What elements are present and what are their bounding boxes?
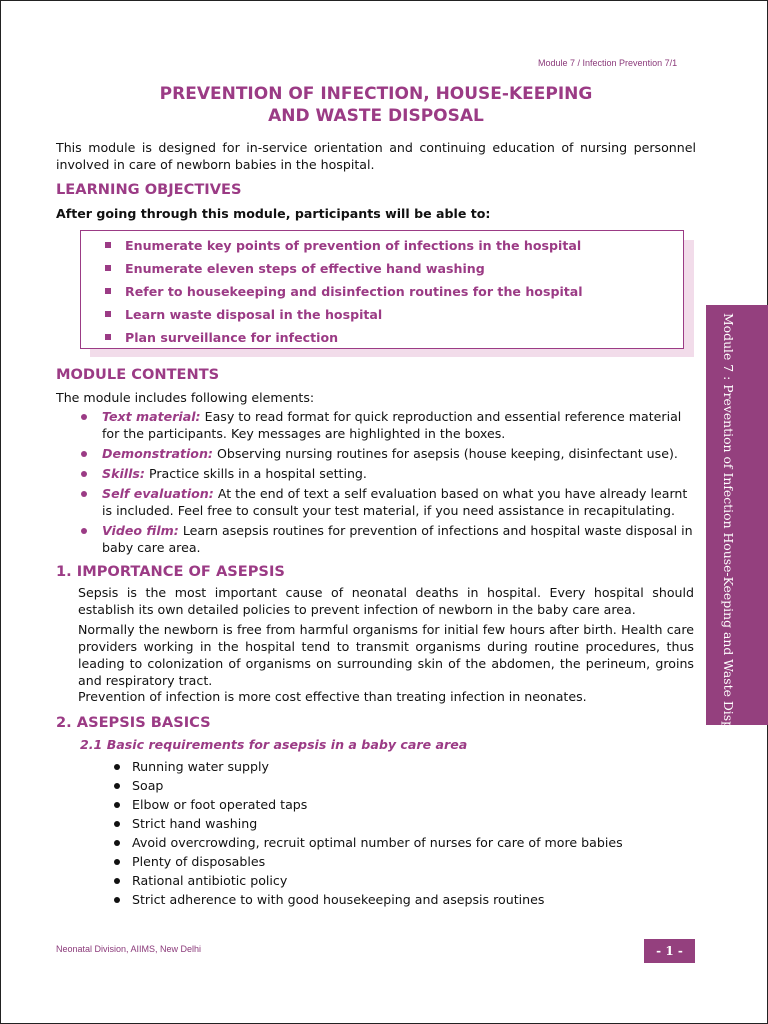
requirement-item (112, 757, 623, 776)
requirement-item (112, 776, 623, 795)
contents-text: Easy to read format for quick reproduction and essential reference material for the participants. Key messages are highlighted in the boxes. (102, 409, 682, 441)
square-bullet-icon (105, 288, 111, 294)
requirement-item (112, 890, 623, 909)
objective-text: Enumerate key points of prevention of infections in the hospital (125, 238, 582, 253)
running-header: Module 7 / Infection Prevention 7/1 (538, 58, 678, 68)
square-bullet-icon (105, 242, 111, 248)
objective-text: Learn waste disposal in the hospital (125, 307, 383, 322)
requirement-item (112, 795, 623, 814)
bullet-icon (114, 897, 120, 903)
contents-item (78, 485, 698, 519)
square-bullet-icon (105, 311, 111, 317)
intro-paragraph: This module is designed for in-service orientation and continuing education of nursing personnel involved in care of newborn babies in the hospital. (56, 140, 696, 172)
contents-item (78, 445, 698, 462)
requirement-text: Elbow or foot operated taps (132, 797, 308, 812)
contents-item (78, 522, 698, 556)
requirement-text: Plenty of disposables (132, 854, 266, 869)
section-2-1-heading: 2.1 Basic requirements for asepsis in a baby care area (80, 737, 468, 752)
contents-term: Self evaluation: (102, 486, 214, 501)
bullet-icon (114, 821, 120, 827)
contents-item (78, 465, 698, 482)
bullet-icon (81, 471, 87, 477)
title-line-2: AND WASTE DISPOSAL (268, 106, 484, 126)
module-contents-heading: MODULE CONTENTS (56, 366, 220, 383)
requirement-text: Strict adherence to with good housekeeping and asepsis routines (132, 892, 545, 907)
bullet-icon (81, 491, 87, 497)
bullet-icon (114, 764, 120, 770)
bullet-icon (114, 840, 120, 846)
module-side-tab (706, 305, 768, 725)
contents-text: At the end of text a self evaluation based on what you have already learnt is included. Feel free to consult your test material, if you need assistance in recapitulating. (102, 486, 688, 518)
requirement-item (112, 852, 623, 871)
contents-lead: The module includes following elements: (56, 390, 315, 405)
contents-text: Practice skills in a hospital setting. (144, 466, 367, 481)
requirement-item (112, 814, 623, 833)
square-bullet-icon (105, 334, 111, 340)
requirement-text: Soap (132, 778, 164, 793)
requirement-text: Running water supply (132, 759, 269, 774)
objective-text: Plan surveillance for infection (125, 330, 339, 345)
bullet-icon (114, 859, 120, 865)
section-1-paragraph: Prevention of infection is more cost effective than treating infection in neonates. (78, 689, 587, 704)
contents-term: Demonstration: (102, 446, 213, 461)
learning-objectives-heading: LEARNING OBJECTIVES (56, 181, 242, 198)
title-line-1: PREVENTION OF INFECTION, HOUSE-KEEPING (159, 84, 593, 104)
contents-text: Learn asepsis routines for prevention of infections and hospital waste disposal in baby care area. (102, 523, 693, 555)
section-1-paragraph: Sepsis is the most important cause of neonatal deaths in hospital. Every hospital should establish its own detailed policies to prevent infection of newborn in the baby care area. (78, 585, 694, 617)
objective-text: Enumerate eleven steps of effective hand washing (125, 261, 485, 276)
objectives-lead: After going through this module, participants will be able to: (56, 206, 491, 221)
section-2-heading: 2. ASEPSIS BASICS (56, 714, 211, 731)
contents-list (78, 408, 698, 559)
objective-item (81, 260, 683, 283)
section-1-heading: 1. IMPORTANCE OF ASEPSIS (56, 563, 285, 580)
requirement-item (112, 833, 623, 852)
requirement-text: Rational antibiotic policy (132, 873, 288, 888)
contents-term: Video film: (102, 523, 179, 538)
requirement-text: Avoid overcrowding, recruit optimal number of nurses for care of more babies (132, 835, 623, 850)
requirement-text: Strict hand washing (132, 816, 258, 831)
objective-item (81, 329, 683, 352)
bullet-icon (81, 528, 87, 534)
requirement-item (112, 871, 623, 890)
objectives-list (81, 231, 683, 352)
contents-item (78, 408, 698, 442)
side-tab-label: Module 7 : Prevention of Infection House-Keeping and Waste Disposal (721, 313, 736, 755)
objective-item (81, 237, 683, 260)
contents-term: Skills: (102, 466, 145, 481)
bullet-icon (114, 783, 120, 789)
page-number: - 1 - (644, 939, 695, 963)
requirements-list (112, 757, 623, 909)
page-title (56, 83, 696, 127)
objective-text: Refer to housekeeping and disinfection routines for the hospital (125, 284, 583, 299)
bullet-icon (81, 451, 87, 457)
bullet-icon (81, 414, 87, 420)
objectives-box (80, 230, 684, 349)
section-1-paragraph: Normally the newborn is free from harmful organisms for initial few hours after birth. Health care providers working in the hospital tend to transmit organisms during routine procedures, thus leading to colonization of organisms on surrounding skin of the abdomen, the perineum, groins and respiratory tract. (78, 622, 694, 688)
objective-item (81, 306, 683, 329)
objective-item (81, 283, 683, 306)
contents-text: Observing nursing routines for asepsis (house keeping, disinfectant use). (212, 446, 678, 461)
bullet-icon (114, 878, 120, 884)
bullet-icon (114, 802, 120, 808)
footer-org: Neonatal Division, AIIMS, New Delhi (56, 944, 202, 954)
square-bullet-icon (105, 265, 111, 271)
contents-term: Text material: (102, 409, 201, 424)
